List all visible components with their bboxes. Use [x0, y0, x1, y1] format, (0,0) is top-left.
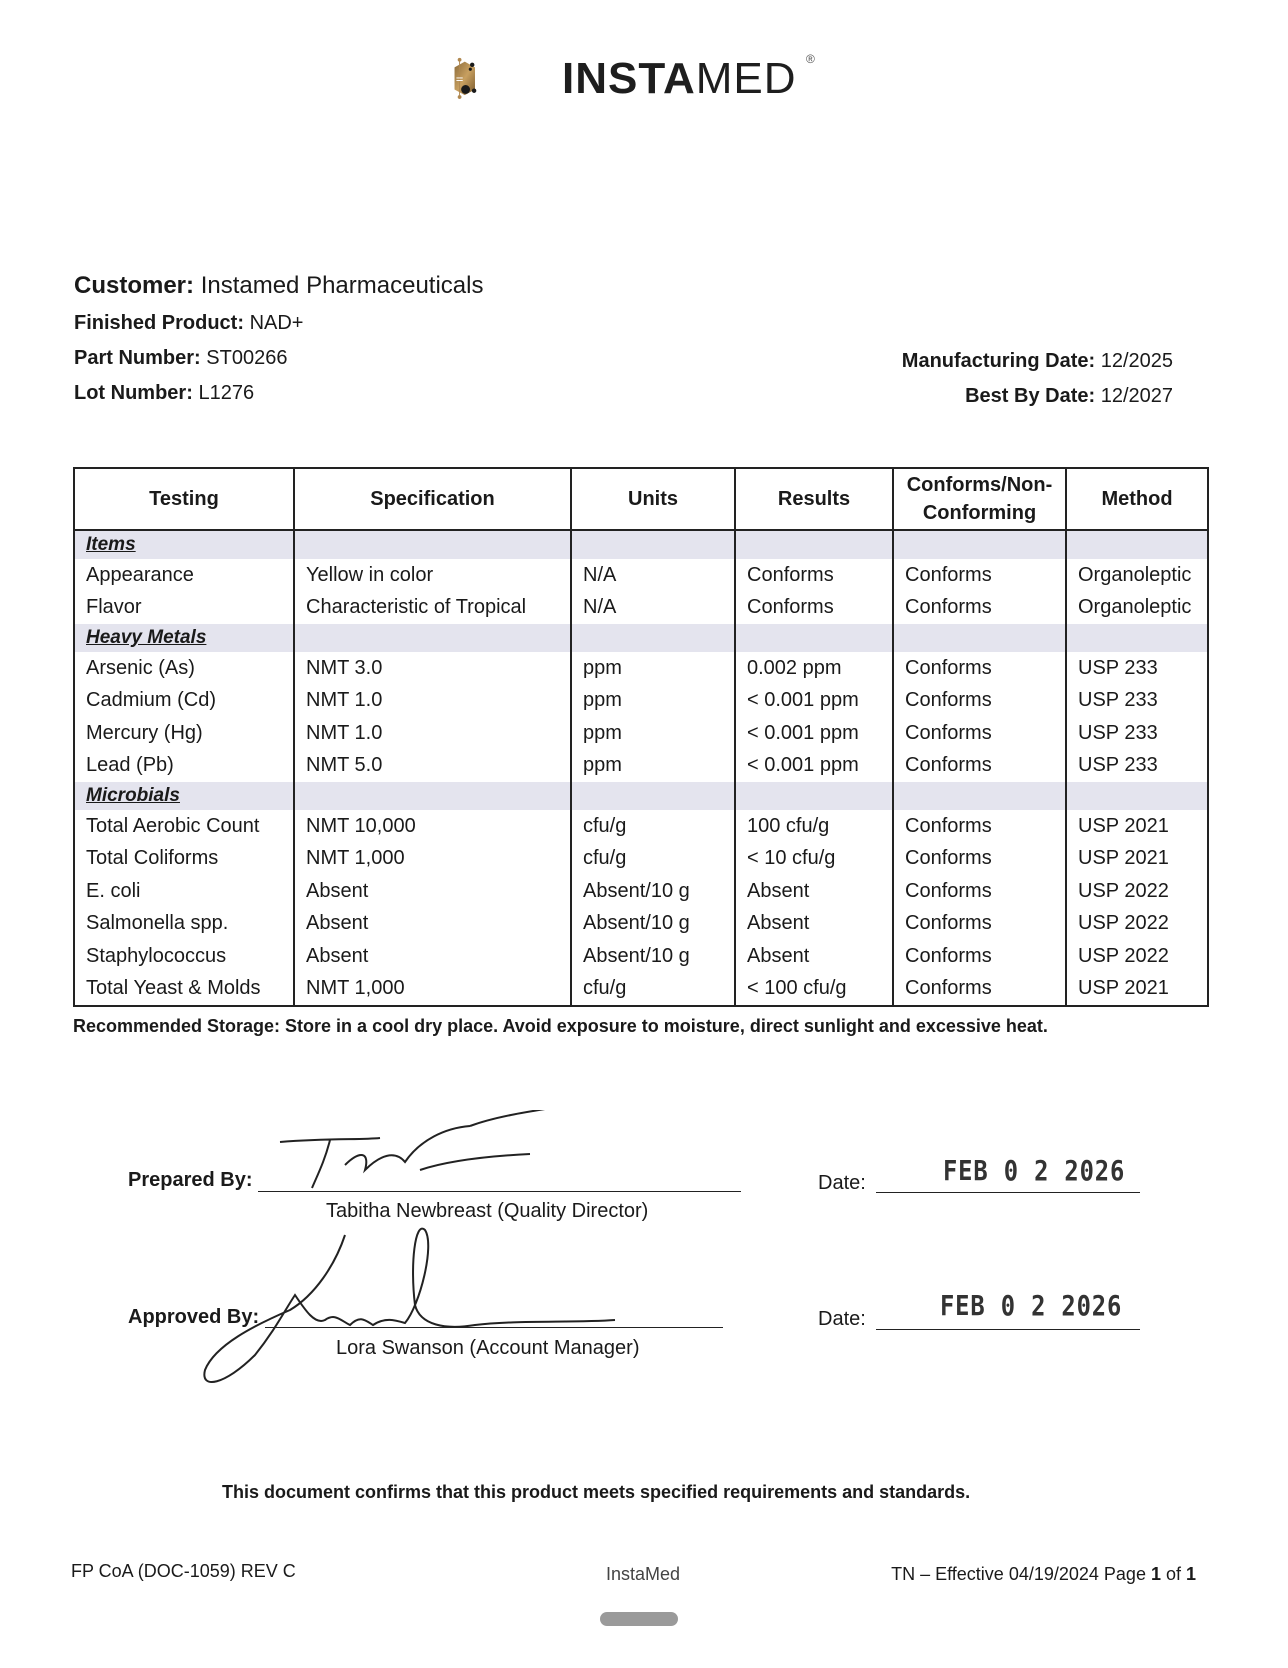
table-cell: < 0.001 ppm — [735, 685, 893, 718]
table-cell: Total Yeast & Molds — [74, 973, 294, 1007]
table-cell: Appearance — [74, 559, 294, 592]
table-cell: Organoleptic — [1066, 559, 1208, 592]
table-cell: NMT 3.0 — [294, 652, 571, 685]
table-cell: Conforms — [735, 559, 893, 592]
table-cell: ppm — [571, 652, 735, 685]
table-cell: Lead (Pb) — [74, 750, 294, 783]
table-cell: NMT 1,000 — [294, 843, 571, 876]
table-row — [74, 685, 1208, 718]
table-cell: ppm — [571, 750, 735, 783]
table-cell: Staphylococcus — [74, 940, 294, 973]
prepared-date-line — [876, 1192, 1140, 1193]
table-row — [74, 592, 1208, 625]
table-row — [74, 908, 1208, 941]
table-cell: Arsenic (As) — [74, 652, 294, 685]
table-cell: Absent — [294, 940, 571, 973]
table-cell: NMT 1.0 — [294, 685, 571, 718]
section-filler-cell — [1066, 530, 1208, 559]
table-cell: cfu/g — [571, 973, 735, 1007]
section-filler-cell — [735, 530, 893, 559]
section-filler-cell — [735, 782, 893, 810]
table-cell: Conforms — [893, 940, 1066, 973]
section-title: Items — [74, 530, 294, 559]
table-row — [74, 652, 1208, 685]
table-cell: NMT 1.0 — [294, 717, 571, 750]
approved-date-line — [876, 1329, 1140, 1330]
table-cell: Absent — [735, 940, 893, 973]
table-cell: Characteristic of Tropical — [294, 592, 571, 625]
table-row — [74, 559, 1208, 592]
footer-effective-page: TN – Effective 04/19/2024 Page 1 of 1 — [891, 1564, 1196, 1584]
table-cell: Absent — [294, 908, 571, 941]
footer-doc-id: FP CoA (DOC-1059) REV C — [71, 1561, 296, 1581]
col-header-specification: Specification — [294, 468, 571, 530]
table-cell: Mercury (Hg) — [74, 717, 294, 750]
table-row — [74, 750, 1208, 783]
section-filler-cell — [571, 782, 735, 810]
table-cell: Absent/10 g — [571, 908, 735, 941]
table-cell: < 0.001 ppm — [735, 717, 893, 750]
section-filler-cell — [571, 624, 735, 652]
section-filler-cell — [1066, 782, 1208, 810]
footer-company: InstaMed — [606, 1564, 681, 1584]
table-row — [74, 940, 1208, 973]
approved-by-name: Lora Swanson (Account Manager) — [336, 1337, 640, 1359]
instamed-logo-mark — [452, 10, 572, 150]
manufacturing-date-line: Manufacturing Date: 12/2025 — [901, 350, 1173, 372]
prepared-date-stamp: FEB 0 2 2026 — [943, 1154, 1126, 1187]
table-cell: Conforms — [893, 843, 1066, 876]
table-cell: < 0.001 ppm — [735, 750, 893, 783]
approved-date-stamp: FEB 0 2 2026 — [940, 1289, 1123, 1322]
table-cell: Conforms — [893, 750, 1066, 783]
table-cell: cfu/g — [571, 810, 735, 843]
table-cell: USP 233 — [1066, 652, 1208, 685]
part-number-line: Part Number: ST00266 — [74, 347, 288, 369]
lot-number-line: Lot Number: L1276 — [74, 382, 255, 404]
section-title: Microbials — [74, 782, 294, 810]
table-cell: USP 233 — [1066, 685, 1208, 718]
table-cell: USP 2022 — [1066, 940, 1208, 973]
table-cell: Flavor — [74, 592, 294, 625]
section-filler-cell — [893, 624, 1066, 652]
table-cell: Conforms — [893, 875, 1066, 908]
table-cell: Conforms — [893, 908, 1066, 941]
table-cell: NMT 10,000 — [294, 810, 571, 843]
table-cell: Absent — [735, 908, 893, 941]
table-cell: Total Coliforms — [74, 843, 294, 876]
table-cell: Salmonella spp. — [74, 908, 294, 941]
col-header-conforms: Conforms/Non-Conforming — [893, 468, 1066, 530]
section-header-row — [74, 624, 1208, 652]
registered-mark: ® — [806, 52, 815, 66]
table-cell: Organoleptic — [1066, 592, 1208, 625]
table-cell: USP 2022 — [1066, 908, 1208, 941]
storage-note: Recommended Storage: Store in a cool dry place. Avoid exposure to moisture, direct sunlight and excessive heat. — [73, 1016, 1048, 1036]
section-filler-cell — [294, 782, 571, 810]
table-cell: NMT 5.0 — [294, 750, 571, 783]
section-filler-cell — [571, 530, 735, 559]
table-cell: Absent — [294, 875, 571, 908]
table-cell: cfu/g — [571, 843, 735, 876]
approved-date-label: Date: — [818, 1308, 866, 1330]
table-cell: Total Aerobic Count — [74, 810, 294, 843]
table-cell: USP 2021 — [1066, 843, 1208, 876]
section-header-row — [74, 782, 1208, 810]
best-by-date-line: Best By Date: 12/2027 — [965, 385, 1173, 407]
col-header-testing: Testing — [74, 468, 294, 530]
table-cell: USP 233 — [1066, 750, 1208, 783]
table-cell: < 10 cfu/g — [735, 843, 893, 876]
section-filler-cell — [294, 624, 571, 652]
table-row — [74, 717, 1208, 750]
table-cell: Conforms — [893, 717, 1066, 750]
approved-by-label: Approved By: — [128, 1306, 260, 1328]
table-cell: Cadmium (Cd) — [74, 685, 294, 718]
table-cell: Yellow in color — [294, 559, 571, 592]
prepared-signature — [270, 1110, 590, 1200]
table-row — [74, 810, 1208, 843]
table-cell: USP 2021 — [1066, 810, 1208, 843]
section-title: Heavy Metals — [74, 624, 294, 652]
table-cell: Absent/10 g — [571, 875, 735, 908]
table-row — [74, 875, 1208, 908]
table-cell: Conforms — [893, 652, 1066, 685]
table-cell: Conforms — [893, 592, 1066, 625]
table-cell: USP 2021 — [1066, 973, 1208, 1007]
table-cell: Conforms — [893, 973, 1066, 1007]
home-indicator-bar[interactable] — [600, 1612, 678, 1626]
table-cell: 0.002 ppm — [735, 652, 893, 685]
table-cell: USP 233 — [1066, 717, 1208, 750]
col-header-results: Results — [735, 468, 893, 530]
col-header-method: Method — [1066, 468, 1208, 530]
finished-product-line: Finished Product: NAD+ — [74, 312, 304, 334]
brand-wordmark: INSTAMED — [562, 54, 797, 103]
table-cell: N/A — [571, 592, 735, 625]
section-header-row — [74, 530, 1208, 559]
col-header-units: Units — [571, 468, 735, 530]
table-cell: NMT 1,000 — [294, 973, 571, 1007]
table-cell: ppm — [571, 685, 735, 718]
section-filler-cell — [735, 624, 893, 652]
table-cell: 100 cfu/g — [735, 810, 893, 843]
section-filler-cell — [1066, 624, 1208, 652]
prepared-by-name: Tabitha Newbreast (Quality Director) — [326, 1200, 649, 1222]
table-cell: ppm — [571, 717, 735, 750]
confirmation-statement: This document confirms that this product meets specified requirements and standards. — [222, 1482, 971, 1502]
prepared-by-label: Prepared By: — [128, 1169, 253, 1191]
table-cell: N/A — [571, 559, 735, 592]
table-cell: Conforms — [735, 592, 893, 625]
table-cell: E. coli — [74, 875, 294, 908]
prepared-date-label: Date: — [818, 1172, 866, 1194]
table-cell: USP 2022 — [1066, 875, 1208, 908]
table-cell: Conforms — [893, 685, 1066, 718]
section-filler-cell — [893, 782, 1066, 810]
coa-results-table — [73, 467, 1209, 1007]
table-row — [74, 973, 1208, 1007]
section-filler-cell — [893, 530, 1066, 559]
section-filler-cell — [294, 530, 571, 559]
table-cell: < 100 cfu/g — [735, 973, 893, 1007]
table-header-row — [74, 468, 1208, 530]
table-cell: Absent/10 g — [571, 940, 735, 973]
table-row — [74, 843, 1208, 876]
customer-line: Customer: Instamed Pharmaceuticals — [74, 272, 484, 299]
table-cell: Conforms — [893, 810, 1066, 843]
table-cell: Absent — [735, 875, 893, 908]
approved-signature — [195, 1225, 655, 1385]
table-cell: Conforms — [893, 559, 1066, 592]
